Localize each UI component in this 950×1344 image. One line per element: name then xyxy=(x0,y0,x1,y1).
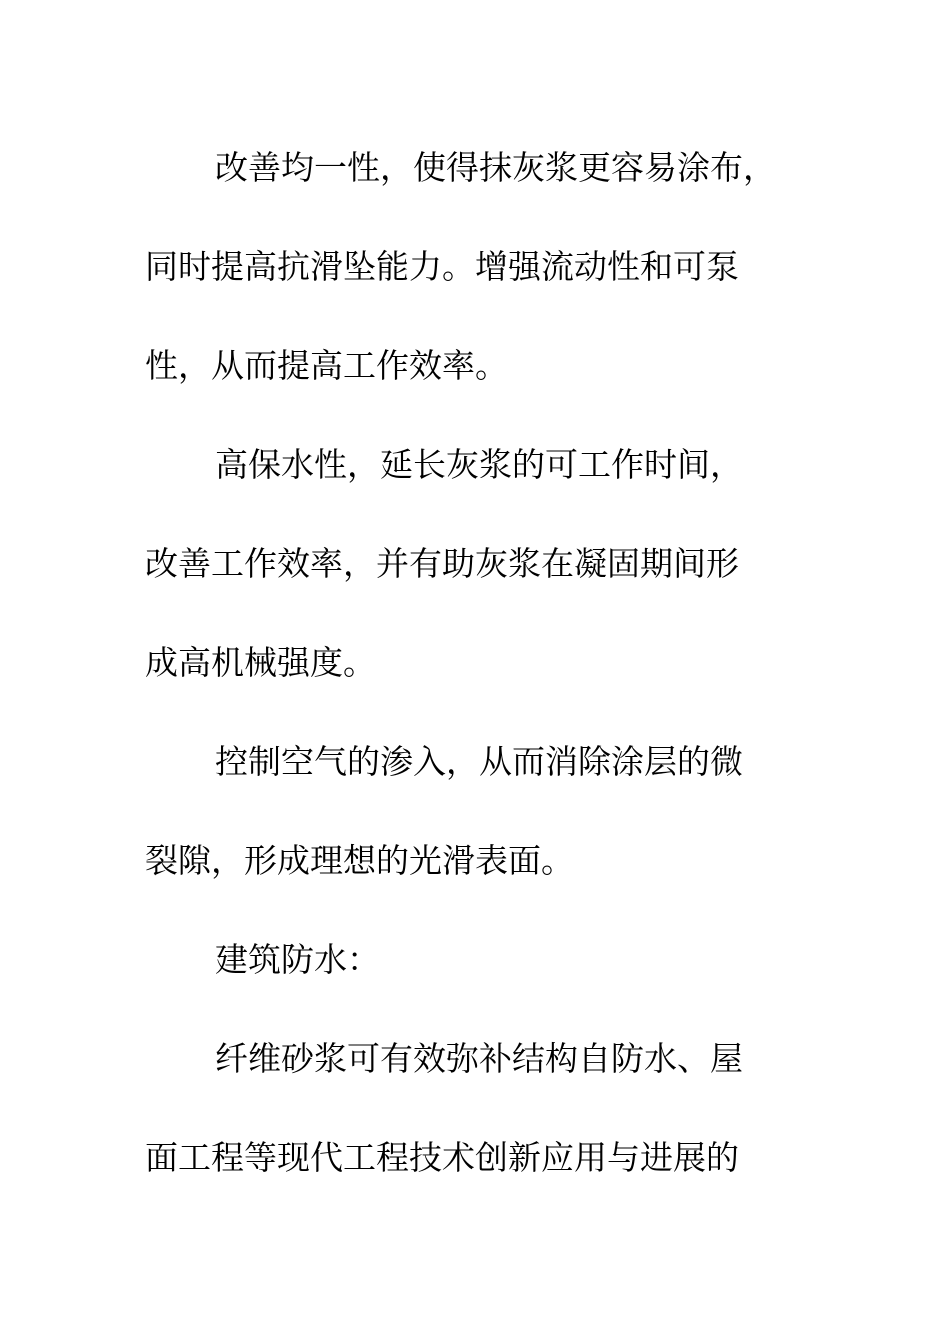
document-body xyxy=(145,118,805,1207)
section-heading-waterproofing xyxy=(145,910,805,1009)
text-line: 改善均一性，使得抹灰浆更容易涂布， xyxy=(215,148,776,187)
text-line: 裂隙，形成理想的光滑表面。 xyxy=(145,841,574,880)
text-line: 建筑防水： xyxy=(215,940,380,979)
text-line: 改善工作效率，并有助灰浆在凝固期间形 xyxy=(145,544,739,583)
text-line: 高保水性，延长灰浆的可工作时间， xyxy=(215,445,743,484)
paragraph-uniformity xyxy=(145,118,805,415)
text-line: 控制空气的渗入，从而消除涂层的微 xyxy=(215,742,743,781)
paragraph-fiber-mortar xyxy=(145,1009,805,1207)
text-line: 同时提高抗滑坠能力。增强流动性和可泵 xyxy=(145,247,739,286)
text-line: 纤维砂浆可有效弥补结构自防水、屋 xyxy=(215,1039,743,1078)
text-line: 成高机械强度。 xyxy=(145,643,376,682)
paragraph-air-control xyxy=(145,712,805,910)
text-line: 性，从而提高工作效率。 xyxy=(145,346,508,385)
text-line: 面工程等现代工程技术创新应用与进展的 xyxy=(145,1138,739,1177)
paragraph-water-retention xyxy=(145,415,805,712)
